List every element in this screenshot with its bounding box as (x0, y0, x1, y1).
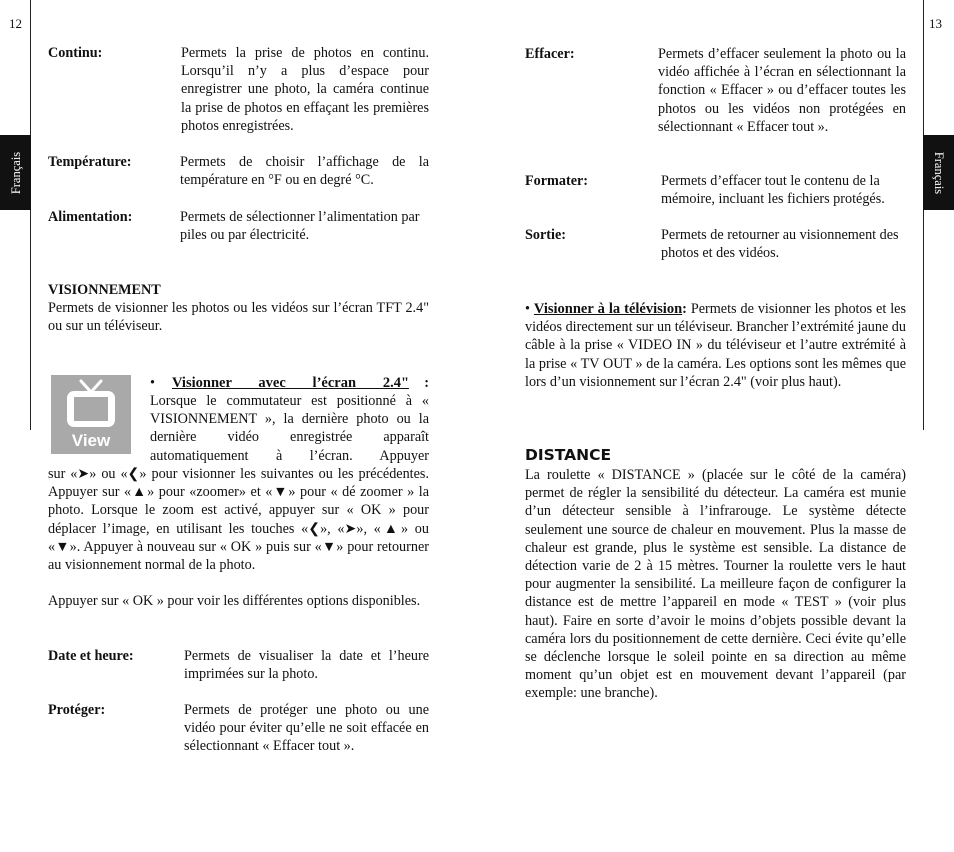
tv-view-paragraph (525, 300, 906, 391)
screen-view-title: Visionner avec l’écran 2.4" (172, 375, 409, 391)
screen-view-colon: : (424, 375, 429, 391)
desc-continu: Permets la prise de photos en continu. Lorsqu’il n’y a plus d’espace pour enregistrer une photo, la caméra continue la prise de photos en effaçant les premières photos enregistrées. (181, 45, 429, 134)
desc-alimentation: Permets de sélectionner l’alimentation par piles ou par électricité. (180, 209, 420, 244)
options-text: Appuyer sur « OK » pour voir les différentes options disponibles. (48, 593, 421, 609)
right-margin-rule (923, 0, 924, 430)
language-tab-left (0, 135, 31, 210)
term-formater: Formater: (525, 173, 589, 189)
language-tab-right (923, 135, 954, 210)
bullet: • (150, 375, 155, 391)
term-alimentation: Alimentation: (48, 209, 133, 225)
view-mode-icon (51, 375, 131, 454)
term-sortie: Sortie: (525, 227, 566, 243)
term-proteger: Protéger: (48, 702, 106, 718)
tv-view-text: Permets de visionner les photos et les vidéos directement sur un téléviseur. Brancher l’extrémité jaune du câble à la prise « VIDEO IN » du téléviseur et l’autre extrémité à la prise « TV OUT » de la caméra. Les options sont les mêmes que lors d’un visionnement sur l’écran 2.4" (voir plus haut). (525, 301, 907, 390)
left-margin-rule (30, 0, 31, 430)
language-tab-label: Français (931, 151, 946, 194)
desc-formater: Permets d’effacer tout le contenu de la mémoire, incluant les fichiers protégés. (661, 173, 885, 208)
tv-view-title: Visionner à la télévision (533, 301, 683, 317)
page-number-right: 13 (929, 16, 942, 31)
tv-icon (65, 379, 117, 429)
screen-view-text-bottom: sur «➤» ou «❮» pour visionner les suivantes ou les précédentes. Appuyer sur «▲» pour «zoomer» et «▼» pour « dé zoomer » la photo. Lorsque le zoom est activé, appuyer sur « OK » pour déplacer l’image, en utilisant les touches «❮», «➤», «▲» ou «▼». Appuyer à nouveau sur « OK » puis sur «▼» pour retourner au visionnement normal de la photo. (48, 466, 429, 574)
term-continu: Continu: (48, 45, 103, 61)
desc-proteger: Permets de protéger une photo ou une vidéo pour éviter qu’elle ne soit effacée en sélectionnant « Effacer tout ». (184, 702, 429, 755)
tv-view-colon: : (682, 301, 687, 317)
bullet: • (525, 301, 530, 317)
desc-effacer: Permets d’effacer seulement la photo ou la vidéo affichée à l’écran en sélectionnant la fonction « Effacer » ou d’effacer toutes les photos ou les vidéos non protégées en sélectionnant « Effacer tout ». (658, 46, 906, 135)
page-number-left: 12 (9, 16, 22, 31)
text-distance: La roulette « DISTANCE » (placée sur le côté de la caméra) permet de régler la sensibilité du détecteur. La caméra est munie d’un détecteur sensible à l’infrarouge. Le système détecte seulement une source de chaleur en mouvement. Plus la masse de chaleur est grande, plus le système est sensible. La distance de détection varie de 2 à 15 mètres. Tourner la roulette vers le haut pour augmenter la sensibilité. La meilleure façon de configurer la distance est de mettre l’appareil en mode « TEST » (voir plus haut). Faire en sorte d’avoir le moins d’objets possible devant la caméra lors du positionnement de cette dernière. Ceci évite qu’elle se déclenche lorsque le soleil pointe en sa direction au même moment qu’un objet est en mouvement devant l’appareil (par exemple: une branche). (525, 467, 906, 702)
term-effacer: Effacer: (525, 46, 575, 62)
view-icon-label: View (71, 431, 111, 450)
heading-distance: DISTANCE (525, 446, 612, 464)
desc-temperature: Permets de choisir l’affichage de la température en °F ou en degré °C. (180, 154, 429, 189)
language-tab-label: Français (8, 151, 23, 194)
term-date-heure: Date et heure: (48, 648, 134, 664)
text-visionnement: Permets de visionner les photos ou les vidéos sur l’écran TFT 2.4" ou sur un téléviseur. (48, 300, 429, 335)
desc-sortie: Permets de retourner au visionnement des photos et des vidéos. (661, 227, 899, 262)
desc-date-heure: Permets de visualiser la date et l’heure imprimées sur la photo. (184, 648, 429, 683)
heading-visionnement: VISIONNEMENT (48, 282, 161, 298)
screen-view-text-top: Lorsque le commutateur est positionné à « VISIONNEMENT », la dernière photo ou la dernière vidéo enregistrée apparaît automatiquement à l’écran. Appuyer (150, 393, 429, 464)
term-temperature: Température: (48, 154, 132, 170)
